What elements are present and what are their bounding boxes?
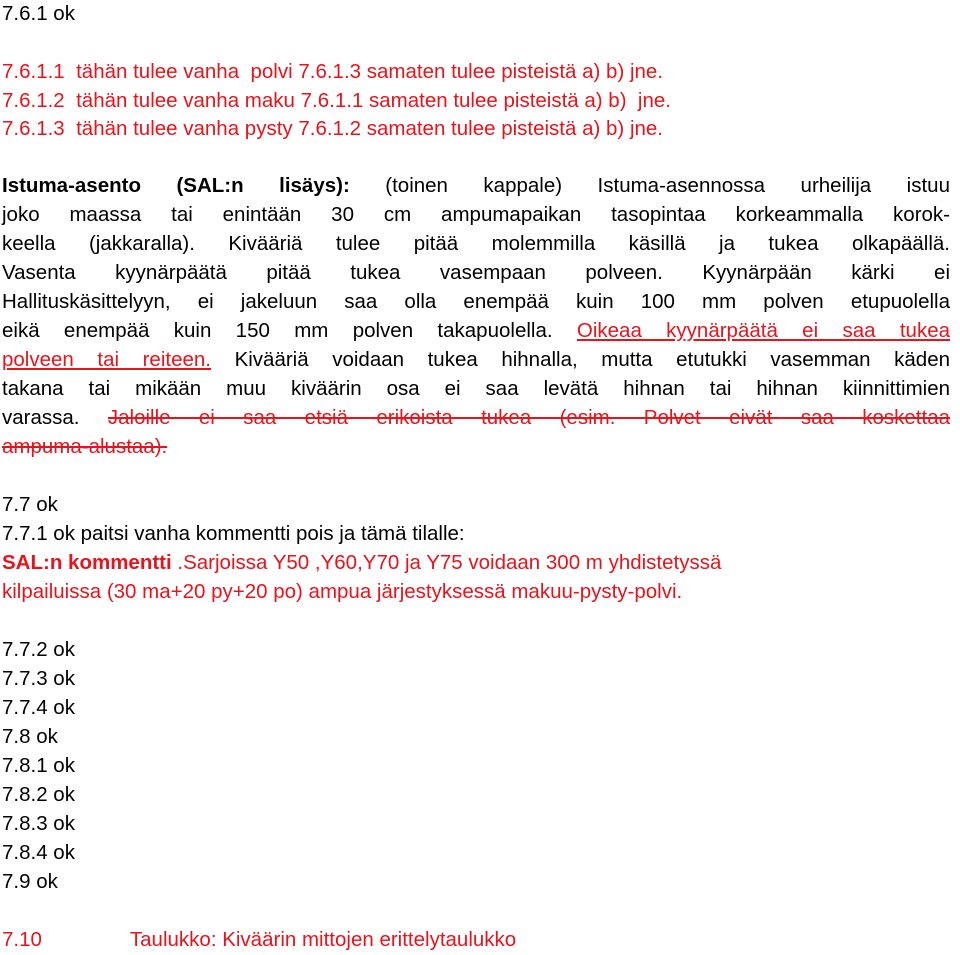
paragraph-line: Vasenta kyynärpäätä pitää tukea vasempaan polveen. Kyynärpään kärki ei [2,261,950,284]
item-number: 7.6.1.1 [2,60,65,83]
section-heading-7-7: 7.7 ok [2,493,58,516]
section-title: Taulukko: Kiväärin mittojen erittelytaulukko [129,928,517,951]
ok-item: 7.8.4 ok [2,841,75,864]
paragraph-text: Kivääriä voidaan tukea hihnalla, mutta etutukki vasemman käden [211,348,951,371]
red-underlined-text: polveen tai reiteen. [2,348,211,371]
paragraph-line [2,319,950,343]
paragraph-line: takana tai mikään muu kiväärin osa ei saa levätä hihnan tai hihnan kiinnittimien [2,377,950,400]
paragraph-line: Hallituskäsittelyyn, ei jakeluun saa olla enempää kuin 100 mm polven etupuolella [2,290,950,313]
sal-comment-lead: SAL:n kommentti [2,551,172,574]
list-item-7-6-1-3 [2,117,663,141]
ok-item: 7.8 ok [2,725,58,748]
paragraph-line: joko maassa tai enintään 30 cm ampumapaikan tasopintaa korkeammalla korok- [2,203,950,226]
paragraph-text: (toinen kappale) Istuma-asennossa urheilija istuu [349,174,950,197]
sal-comment-line: kilpailuissa (30 ma+20 py+20 po) ampua järjestyksessä makuu-pysty-polvi. [2,580,683,603]
sal-comment-line [2,551,721,575]
paragraph-line [2,174,950,198]
ok-item: 7.7.3 ok [2,667,75,690]
section-heading-7-10 [2,928,516,952]
item-text: tähän tulee vanha pysty 7.6.1.2 samaten tulee pisteistä a) b) jne. [76,117,664,140]
section-heading-7-6-1: 7.6.1 ok [2,2,75,25]
item-text: tähän tulee vanha polvi 7.6.1.3 samaten tulee pisteistä a) b) jne. [76,60,664,83]
paragraph-line [2,406,950,430]
ok-item: 7.7.2 ok [2,638,75,661]
item-number: 7.6.1.3 [2,117,65,140]
paragraph-line: keella (jakkaralla). Kivääriä tulee pitää molemmilla käsillä ja tukea olkapäällä. [2,232,950,255]
ok-item: 7.8.2 ok [2,783,75,806]
item-text: tähän tulee vanha maku 7.6.1.1 samaten tulee pisteistä a) b) jne. [76,89,671,112]
red-strikethrough-text: ampuma-alustaa). [2,435,168,458]
red-strikethrough-text: Jaloille ei saa etsiä erikoista tukea (esim. Polvet eivät saa koskettaa [107,406,950,429]
red-underlined-text: Oikeaa kyynärpäätä ei saa tukea [576,319,950,342]
section-number: 7.10 [2,928,42,951]
sal-comment-text: .Sarjoissa Y50 ,Y60,Y70 ja Y75 voidaan 300 m yhdistetyssä [171,551,722,574]
paragraph-lead: Istuma-asento (SAL:n lisäys): [2,174,350,197]
subsection-7-7-1: 7.7.1 ok paitsi vanha kommentti pois ja tämä tilalle: [2,522,465,545]
list-item-7-6-1-1 [2,60,663,84]
paragraph-line [2,348,950,372]
ok-item: 7.8.3 ok [2,812,75,835]
list-item-7-6-1-2 [2,89,671,113]
ok-item: 7.9 ok [2,870,58,893]
paragraph-text: varassa. [2,406,108,429]
item-number: 7.6.1.2 [2,89,65,112]
ok-item: 7.7.4 ok [2,696,75,719]
paragraph-text: eikä enempää kuin 150 mm polven takapuolella. [2,319,577,342]
ok-item: 7.8.1 ok [2,754,75,777]
